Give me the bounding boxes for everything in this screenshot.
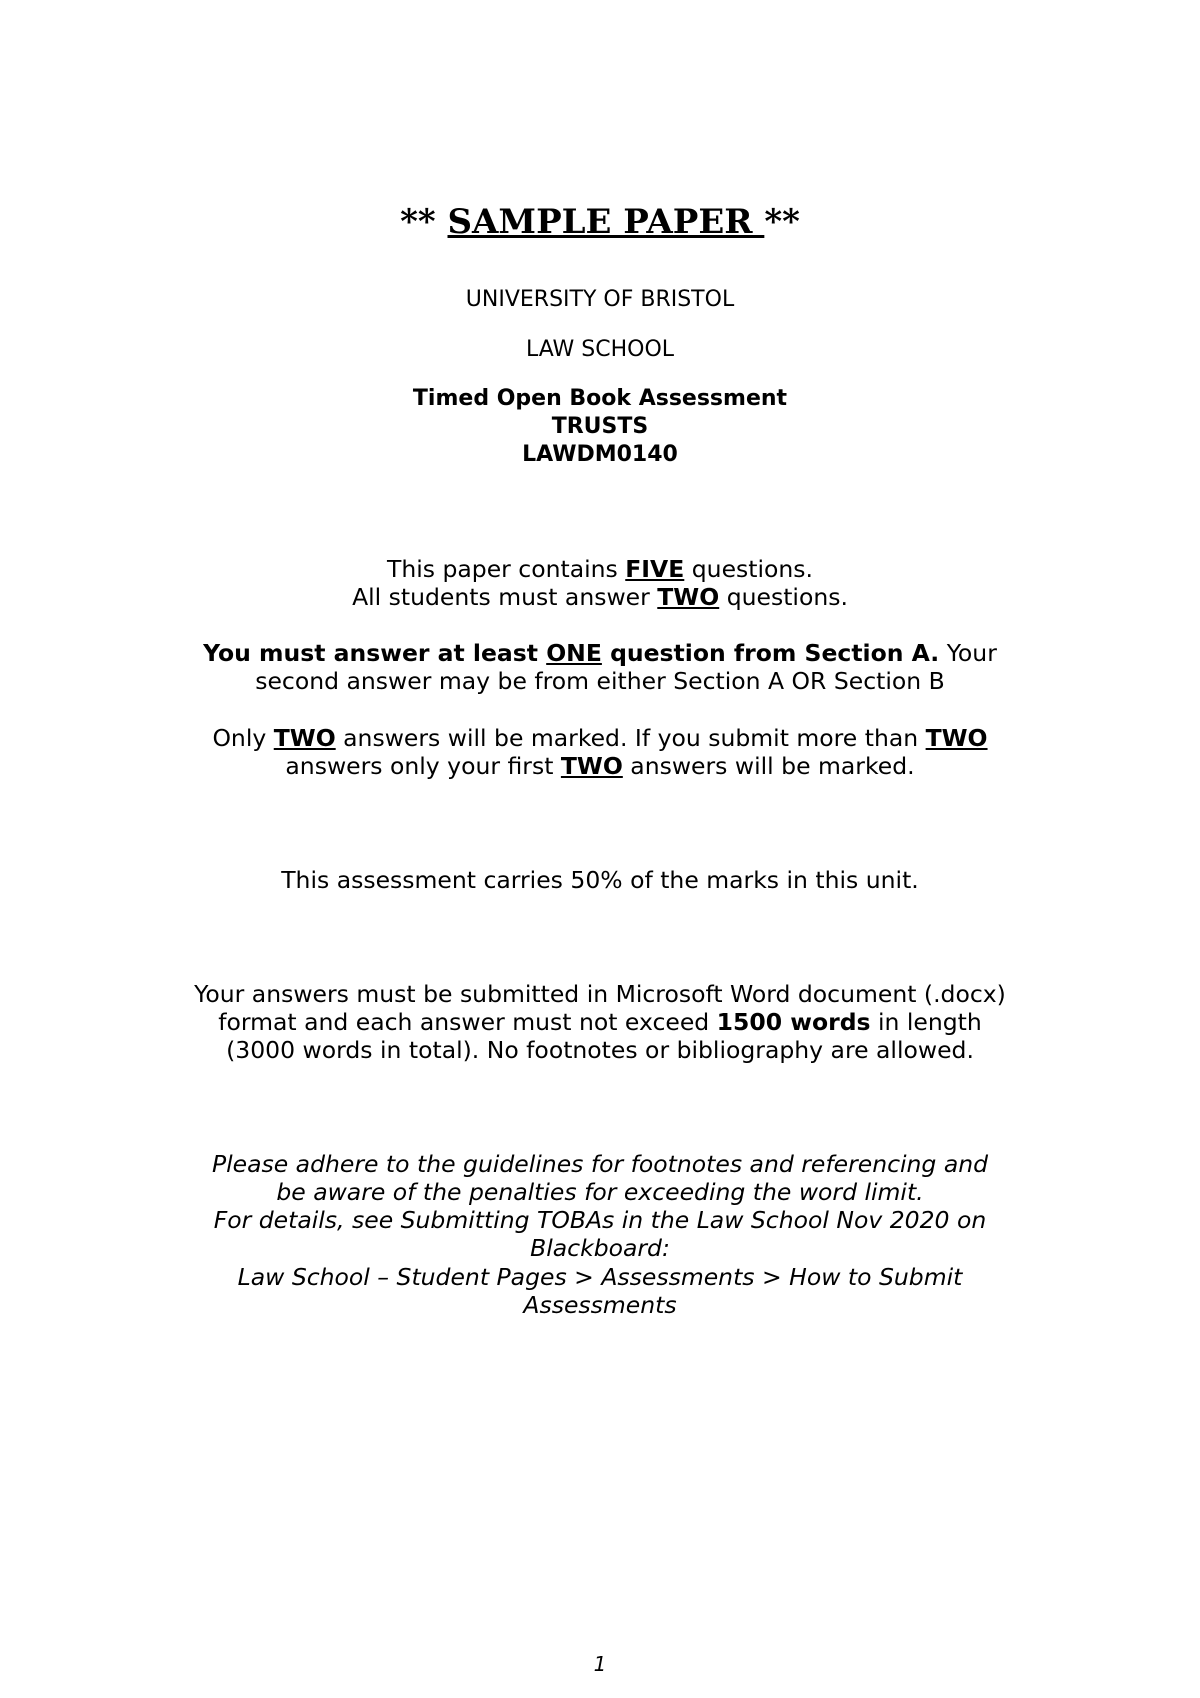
page-number: 1 — [593, 1652, 607, 1676]
marking-rule-line-1: Only TWO answers will be marked. If you submit more than TWO — [212, 724, 988, 752]
format-rule-line-2: format and each answer must not exceed 1500 words in length — [218, 1008, 982, 1036]
guidelines-line-4: Blackboard: — [530, 1234, 670, 1262]
unit-name: TRUSTS — [551, 414, 649, 439]
sample-paper-title: ** SAMPLE PAPER ** — [400, 202, 800, 242]
section-rule-line-2: second answer may be from either Section A OR Section B — [255, 667, 945, 695]
format-rule-line-3: (3000 words in total). No footnotes or bibliography are allowed. — [226, 1036, 974, 1064]
guidelines-line-6: Assessments — [523, 1291, 677, 1319]
unit-code: LAWDM0140 — [522, 442, 678, 467]
questions-answer-line: All students must answer TWO questions. — [352, 583, 848, 611]
guidelines-line-5: Law School – Student Pages > Assessments > How to Submit — [237, 1263, 963, 1291]
school-name: LAW SCHOOL — [525, 337, 675, 362]
weighting-text: This assessment carries 50% of the marks in this unit. — [281, 866, 919, 894]
sample-paper-title-underlined: SAMPLE PAPER — [447, 202, 765, 242]
section-rule-line-1: You must answer at least ONE question from Section A. Your — [203, 639, 997, 667]
format-rule-line-1: Your answers must be submitted in Microsoft Word document (.docx) — [194, 980, 1006, 1008]
university-name: UNIVERSITY OF BRISTOL — [465, 287, 735, 312]
guidelines-line-2: be aware of the penalties for exceeding the word limit. — [276, 1178, 924, 1206]
guidelines-line-1: Please adhere to the guidelines for footnotes and referencing and — [211, 1150, 989, 1178]
marking-rule-line-2: answers only your first TWO answers will be marked. — [285, 752, 915, 780]
questions-count-line: This paper contains FIVE questions. — [386, 555, 814, 583]
guidelines-line-3: For details, see Submitting TOBAs in the Law School Nov 2020 on — [213, 1206, 987, 1234]
assessment-type: Timed Open Book Assessment — [412, 386, 788, 411]
